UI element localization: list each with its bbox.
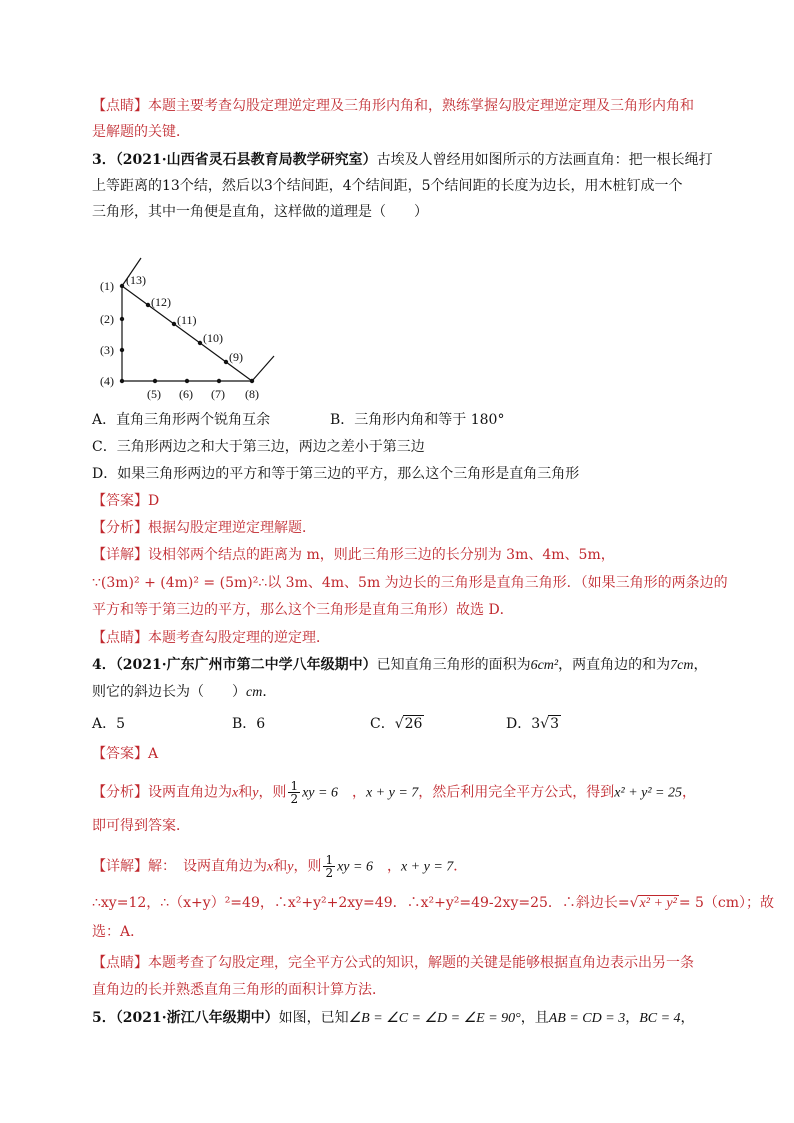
analysis-line-2: 即可得到答案． bbox=[92, 818, 190, 834]
question-text: ， bbox=[625, 1010, 640, 1026]
remark-line-1 bbox=[92, 953, 694, 973]
question-3-line-2: 上等距离的13个结，然后以3个结间距，4个结间距，5个结间距的长度为边长，用木桩钉成一个 bbox=[92, 178, 683, 194]
question-number: 4． bbox=[92, 657, 116, 673]
knot-label-13: (13) bbox=[126, 273, 146, 287]
var-x: x bbox=[267, 859, 274, 875]
fraction-denominator: 2 bbox=[325, 866, 334, 880]
question-3-line-3: 三角形，其中一角便是直角，这样做的道理是（ ） bbox=[92, 204, 428, 220]
fraction-numerator: 1 bbox=[325, 853, 334, 867]
answer-line bbox=[92, 491, 159, 511]
remark-line-2: 直角边的长并熟悉直角三角形的面积计算方法． bbox=[92, 982, 386, 998]
analysis-text: 和 bbox=[238, 784, 253, 801]
question-text: ． bbox=[262, 684, 277, 700]
hypotenuse-radicand: x² + y² bbox=[639, 896, 677, 911]
sum-equation: x + y = 7 bbox=[400, 859, 454, 875]
knot-label-10: (10) bbox=[203, 331, 223, 345]
option-a: A．直角三角形两个锐角互余 bbox=[92, 412, 271, 428]
answer-tag: 【答案】 bbox=[92, 493, 148, 509]
option-c bbox=[370, 714, 506, 734]
length-equation: AB = CD = 3 bbox=[548, 1011, 626, 1026]
fraction-numerator: 1 bbox=[290, 779, 299, 793]
knot-label-8: (8) bbox=[245, 387, 259, 401]
analysis-text: ， bbox=[682, 784, 696, 801]
question-source: （2021·山西省灵石县教育局教学研究室） bbox=[115, 152, 377, 168]
detail-line-3: 选：A． bbox=[92, 924, 145, 940]
detail-text: 和 bbox=[273, 858, 288, 875]
knot-label-12: (12) bbox=[151, 295, 171, 309]
question-5-line-1 bbox=[92, 1008, 695, 1029]
detail-line-1: 【详解】解： 设两直角边为x和y，则 $\frac{1}{2}$ xy = 6 ，x + y = 7． bbox=[92, 853, 468, 880]
detail-line-1 bbox=[92, 545, 615, 565]
detail-text: 解： 设两直角边为 bbox=[148, 858, 267, 875]
angle-equation: ∠B = ∠C = ∠D = ∠E = 90° bbox=[348, 1011, 521, 1026]
question-source: （2021·广东广州市第二中学八年级期中） bbox=[115, 657, 377, 673]
answer-value: A bbox=[148, 746, 159, 762]
sum-value: 7cm bbox=[670, 658, 694, 673]
knot-label-5: (5) bbox=[147, 387, 161, 401]
analysis-tag: 【分析】 bbox=[92, 520, 148, 536]
var-y: y bbox=[287, 859, 294, 875]
knot-label-1: (1) bbox=[100, 279, 114, 293]
question-text: ， bbox=[680, 1010, 695, 1026]
xy-equation: xy = 6 bbox=[302, 785, 338, 801]
option-b: B．三角形内角和等于 180° bbox=[330, 412, 505, 428]
bc-equation: BC = 4 bbox=[639, 1011, 681, 1026]
knot-label-11: (11) bbox=[177, 313, 197, 327]
analysis-text: 根据勾股定理逆定理解题． bbox=[148, 520, 316, 536]
fraction-half bbox=[323, 854, 335, 879]
detail-line-2 bbox=[92, 573, 728, 593]
question-text: 如图，已知 bbox=[278, 1010, 349, 1026]
remark-text: 本题考查勾股定理的逆定理． bbox=[148, 630, 330, 646]
option-d bbox=[506, 714, 561, 734]
remark-tag: 【点睛】 bbox=[92, 630, 148, 646]
xy-equation: xy = 6 bbox=[337, 859, 373, 875]
detail-text: ∴以 3m、4m、5m 为边长的三角形是直角三角形．（如果三角形的两条边的 bbox=[258, 575, 728, 591]
var-x: x bbox=[232, 785, 239, 801]
detail-text: = 5（cm）；故 bbox=[678, 895, 775, 911]
analysis-tag: 【分析】 bbox=[92, 784, 148, 801]
option-a: A．5 bbox=[92, 716, 126, 732]
detail-text: ，则 bbox=[293, 858, 322, 875]
area-value: 6cm² bbox=[530, 658, 559, 673]
analysis-text: 设两直角边为 bbox=[148, 784, 232, 801]
remark-text: 本题主要考查勾股定理逆定理及三角形内角和，熟练掌握勾股定理逆定理及三角形内角和 bbox=[148, 98, 694, 114]
option-d-prefix: D． bbox=[506, 716, 532, 732]
remark-tag: 【点睛】 bbox=[92, 98, 148, 114]
analysis-line bbox=[92, 518, 316, 538]
sqrt-icon: √ bbox=[394, 716, 404, 732]
question-4-options bbox=[92, 714, 561, 734]
question-number: 5． bbox=[92, 1010, 116, 1026]
answer-value: D bbox=[148, 493, 160, 509]
unit: cm bbox=[246, 685, 263, 700]
knot-label-2: (2) bbox=[100, 312, 114, 326]
fraction-half bbox=[288, 780, 300, 805]
detail-text: ∴xy=12，∴（x+y）²=49，∴x²+y²+2xy=49．∴x²+y²=49-2xy=25．∴斜边长= bbox=[92, 895, 630, 911]
detail-line-3: 平方和等于第三边的平方，那么这个三角形是直角三角形）故选 D． bbox=[92, 602, 514, 618]
var-y: y bbox=[252, 785, 259, 801]
detail-tag: 【详解】 bbox=[92, 547, 148, 563]
answer-tag: 【答案】 bbox=[92, 746, 148, 762]
knot-label-3: (3) bbox=[100, 343, 114, 357]
knot-label-4: (4) bbox=[100, 374, 114, 388]
option-d: D．如果三角形两边的平方和等于第三边的平方，那么这个三角形是直角三角形 bbox=[92, 466, 580, 482]
remark-tag: 【点睛】 bbox=[92, 955, 148, 971]
knot-label-7: (7) bbox=[211, 387, 225, 401]
detail-text: 设相邻两个结点的距离为 m，则此三角形三边的长分别为 3m、4m、5m， bbox=[148, 547, 615, 563]
sqrt-icon: √ bbox=[629, 895, 639, 911]
question-text: 则它的斜边长为（ ） bbox=[92, 684, 246, 700]
remark-line-1 bbox=[92, 96, 694, 116]
sum-equation: x + y = 7 bbox=[365, 785, 419, 801]
fraction-denominator: 2 bbox=[290, 792, 299, 806]
question-4-line-2 bbox=[92, 682, 276, 703]
question-3-options-ab bbox=[92, 410, 504, 430]
option-c: C．三角形两边之和大于第三边，两边之差小于第三边 bbox=[92, 439, 425, 455]
knot-label-9: (9) bbox=[229, 350, 243, 364]
question-text: ，且 bbox=[520, 1010, 549, 1026]
question-4-line-1 bbox=[92, 655, 707, 676]
analysis-text: ，然后利用完全平方公式，得到 bbox=[418, 784, 615, 801]
option-c-radicand: 26 bbox=[404, 716, 423, 732]
question-text: 古埃及人曾经用如图所示的方法画直角：把一根长绳打 bbox=[376, 152, 713, 168]
question-3-line-1 bbox=[92, 150, 713, 170]
option-d-radicand: 3 bbox=[550, 716, 559, 732]
detail-math: ∵(3m)² + (4m)² = (5m)² bbox=[92, 575, 259, 591]
question-text: 已知直角三角形的面积为 bbox=[376, 657, 531, 673]
rope-triangle-figure bbox=[92, 228, 292, 404]
question-text: ，两直角边的和为 bbox=[558, 657, 671, 673]
square-equation: x² + y² = 25 bbox=[614, 785, 682, 801]
remark-line bbox=[92, 628, 330, 648]
sqrt-icon: √ bbox=[540, 716, 550, 732]
detail-line-2 bbox=[92, 893, 774, 913]
option-b: B．6 bbox=[232, 716, 266, 732]
detail-tag: 【详解】 bbox=[92, 858, 148, 875]
option-c-prefix: C． bbox=[370, 716, 395, 732]
detail-text: ． bbox=[453, 858, 468, 875]
answer-line bbox=[92, 744, 158, 764]
analysis-text: ，则 bbox=[258, 784, 287, 801]
knot-label-6: (6) bbox=[179, 387, 193, 401]
question-number: 3． bbox=[92, 152, 116, 168]
remark-line-2: 是解题的关键． bbox=[92, 124, 190, 140]
analysis-line-1: 【分析】设两直角边为x和y，则 $\frac{1}{2}$ xy = 6 ，x + y = 7，然后利用完全平方公式，得到x² + y² = 25， bbox=[92, 779, 696, 806]
question-source: （2021·浙江八年级期中） bbox=[115, 1010, 279, 1026]
remark-text: 本题考查了勾股定理，完全平方公式的知识，解题的关键是能够根据直角边表示出另一条 bbox=[148, 955, 694, 971]
question-text: ， bbox=[693, 657, 708, 673]
option-d-coef: 3 bbox=[531, 716, 541, 732]
